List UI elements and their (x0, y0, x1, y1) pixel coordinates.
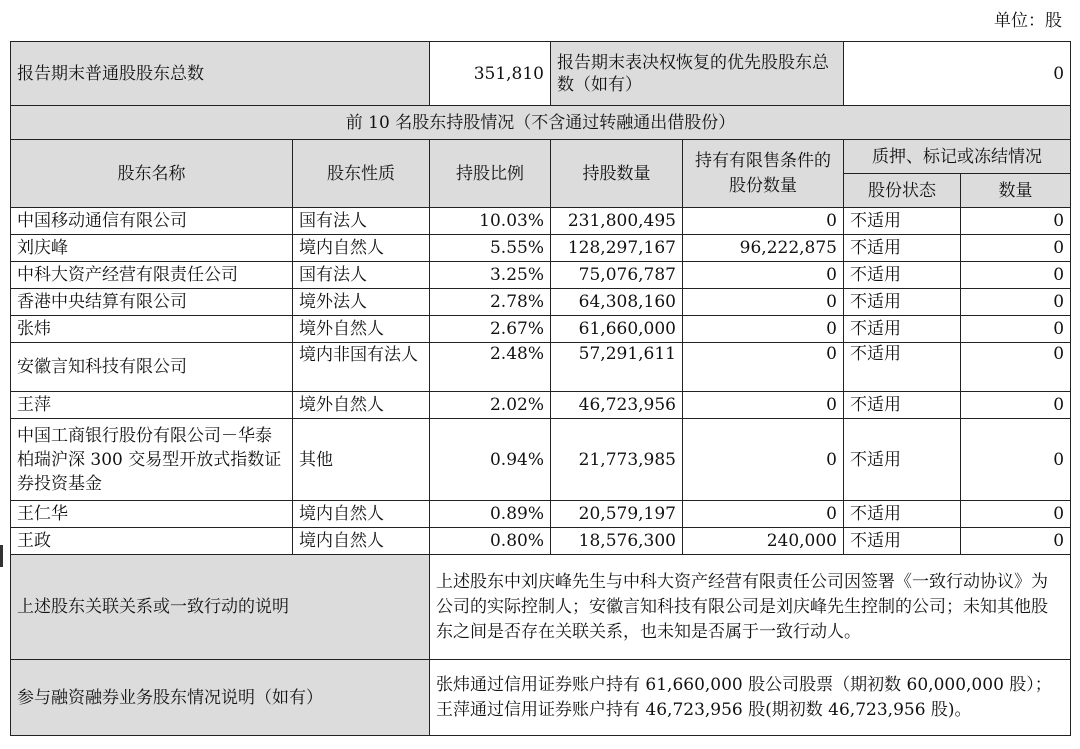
table-row (11, 501, 1071, 528)
section-title: 前 10 名股东持股情况（不含通过转融通出借股份） (11, 106, 1071, 140)
table-row (11, 419, 1071, 501)
shareholder-quantity: 64,308,160 (551, 289, 683, 316)
shareholder-nature: 境内非国有法人 (293, 343, 430, 392)
shareholder-ratio: 10.03% (430, 208, 551, 235)
shareholder-quantity: 46,723,956 (551, 392, 683, 419)
header-pledge-group: 质押、标记或冻结情况 (844, 140, 1071, 174)
shareholder-quantity: 21,773,985 (551, 419, 683, 501)
restricted-shares: 0 (683, 289, 844, 316)
shareholder-nature: 其他 (293, 419, 430, 501)
shareholder-name: 中国移动通信有限公司 (11, 208, 293, 235)
restricted-shares: 0 (683, 262, 844, 289)
section-title-row (11, 106, 1071, 140)
pref-holders-value: 0 (844, 42, 1071, 106)
shareholders-table (10, 41, 1071, 736)
table-row (11, 262, 1071, 289)
table-row (11, 528, 1071, 555)
shareholder-nature: 境内自然人 (293, 528, 430, 555)
margin-text: 张炜通过信用证券账户持有 61,660,000 股公司股票（期初数 60,000,000 股）；王萍通过信用证券账户持有 46,723,956 股(期初数 46,723,956 股)。 (430, 660, 1071, 736)
pledge-status: 不适用 (844, 419, 961, 501)
table-row (11, 208, 1071, 235)
pledge-status: 不适用 (844, 528, 961, 555)
restricted-shares: 0 (683, 316, 844, 343)
shareholder-name: 王仁华 (11, 501, 293, 528)
shareholder-name: 香港中央结算有限公司 (11, 289, 293, 316)
shareholder-ratio: 5.55% (430, 235, 551, 262)
pledge-status: 不适用 (844, 343, 961, 392)
pledge-count: 0 (961, 208, 1071, 235)
shareholder-quantity: 20,579,197 (551, 501, 683, 528)
table-row (11, 343, 1071, 392)
margin-row (11, 660, 1071, 736)
shareholder-nature: 国有法人 (293, 262, 430, 289)
pledge-status: 不适用 (844, 501, 961, 528)
pledge-count: 0 (961, 235, 1071, 262)
pledge-status: 不适用 (844, 289, 961, 316)
restricted-shares: 0 (683, 392, 844, 419)
pledge-count: 0 (961, 289, 1071, 316)
shareholder-ratio: 2.67% (430, 316, 551, 343)
shareholder-ratio: 0.80% (430, 528, 551, 555)
shareholder-nature: 境外法人 (293, 289, 430, 316)
shareholder-quantity: 18,576,300 (551, 528, 683, 555)
restricted-shares: 0 (683, 208, 844, 235)
shareholder-ratio: 2.78% (430, 289, 551, 316)
shareholder-ratio: 0.89% (430, 501, 551, 528)
shareholder-name: 王政 (11, 528, 293, 555)
restricted-shares: 0 (683, 343, 844, 392)
pledge-status: 不适用 (844, 208, 961, 235)
header-restricted: 持有有限售条件的股份数量 (683, 140, 844, 208)
shareholder-nature: 境外自然人 (293, 392, 430, 419)
restricted-shares: 0 (683, 419, 844, 501)
restricted-shares: 240,000 (683, 528, 844, 555)
header-name: 股东名称 (11, 140, 293, 208)
table-row (11, 392, 1071, 419)
relation-text: 上述股东中刘庆峰先生与中科大资产经营有限责任公司因签署《一致行动协议》为公司的实际控制人；安徽言知科技有限公司是刘庆峰先生控制的公司；未知其他股东之间是否存在关联关系，也未知是否属于一致行动人。 (430, 555, 1071, 660)
shareholder-nature: 境外自然人 (293, 316, 430, 343)
margin-label: 参与融资融券业务股东情况说明（如有） (11, 660, 430, 736)
pledge-count: 0 (961, 392, 1071, 419)
shareholder-quantity: 75,076,787 (551, 262, 683, 289)
shareholder-nature: 境内自然人 (293, 235, 430, 262)
restricted-shares: 96,222,875 (683, 235, 844, 262)
pledge-count: 0 (961, 316, 1071, 343)
shareholder-ratio: 2.02% (430, 392, 551, 419)
relation-row (11, 555, 1071, 660)
shareholder-name: 中科大资产经营有限责任公司 (11, 262, 293, 289)
pledge-status: 不适用 (844, 262, 961, 289)
header-status: 股份状态 (844, 174, 961, 208)
header-row (11, 140, 1071, 174)
shareholder-ratio: 3.25% (430, 262, 551, 289)
pledge-count: 0 (961, 262, 1071, 289)
shareholder-nature: 境内自然人 (293, 501, 430, 528)
shareholder-quantity: 128,297,167 (551, 235, 683, 262)
pledge-status: 不适用 (844, 316, 961, 343)
pledge-status: 不适用 (844, 235, 961, 262)
table-row (11, 235, 1071, 262)
total-holders-value: 351,810 (430, 42, 551, 106)
header-count: 数量 (961, 174, 1071, 208)
header-ratio: 持股比例 (430, 140, 551, 208)
pref-holders-label: 报告期末表决权恢复的优先股股东总数（如有） (551, 42, 844, 106)
pledge-count: 0 (961, 528, 1071, 555)
shareholder-ratio: 2.48% (430, 343, 551, 392)
shareholder-name: 张炜 (11, 316, 293, 343)
shareholder-name: 安徽言知科技有限公司 (11, 343, 293, 392)
shareholder-name: 王萍 (11, 392, 293, 419)
table-row (11, 289, 1071, 316)
shareholder-rows (11, 208, 1071, 555)
shareholder-quantity: 61,660,000 (551, 316, 683, 343)
total-holders-label: 报告期末普通股股东总数 (11, 42, 430, 106)
shareholder-quantity: 57,291,611 (551, 343, 683, 392)
header-nature: 股东性质 (293, 140, 430, 208)
shareholder-name: 中国工商银行股份有限公司－华泰柏瑞沪深 300 交易型开放式指数证券投资基金 (11, 419, 293, 501)
pledge-status: 不适用 (844, 392, 961, 419)
summary-row (11, 42, 1071, 106)
shareholder-ratio: 0.94% (430, 419, 551, 501)
margin-marker (0, 545, 3, 567)
shareholder-nature: 国有法人 (293, 208, 430, 235)
restricted-shares: 0 (683, 501, 844, 528)
table-row (11, 316, 1071, 343)
pledge-count: 0 (961, 501, 1071, 528)
pledge-count: 0 (961, 419, 1071, 501)
header-quantity: 持股数量 (551, 140, 683, 208)
pledge-count: 0 (961, 343, 1071, 392)
shareholder-quantity: 231,800,495 (551, 208, 683, 235)
relation-label: 上述股东关联关系或一致行动的说明 (11, 555, 430, 660)
shareholder-name: 刘庆峰 (11, 235, 293, 262)
unit-label: 单位：股 (994, 11, 1062, 31)
